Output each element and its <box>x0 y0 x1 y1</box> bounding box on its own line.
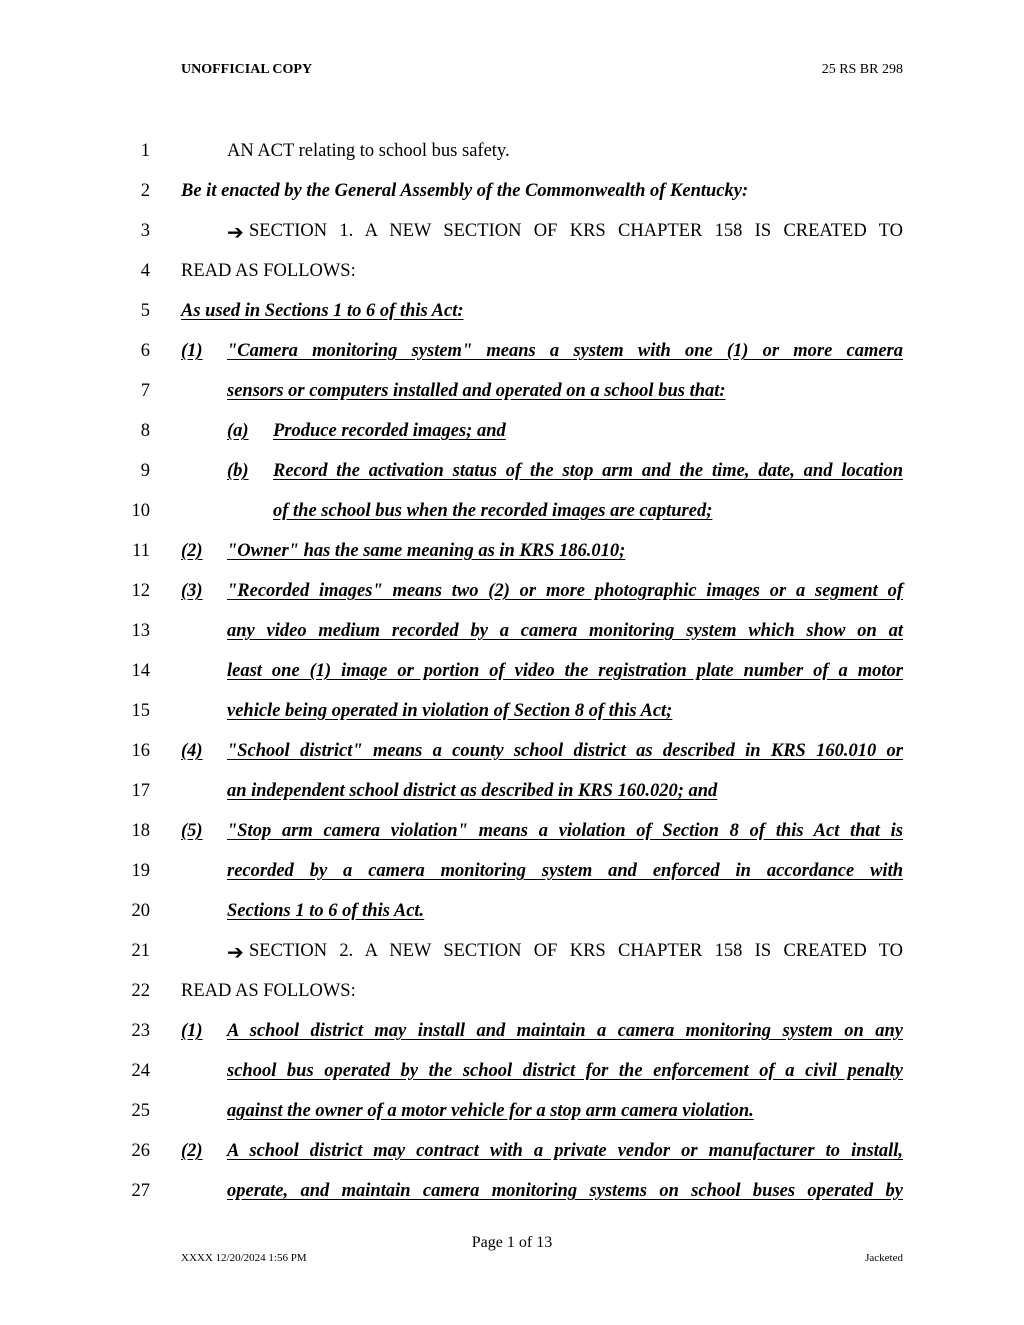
header-left: UNOFFICIAL COPY <box>181 62 313 77</box>
document-line <box>0 141 1024 171</box>
document-line <box>0 461 1024 491</box>
section-heading-cont: READ AS FOLLOWS: <box>181 261 356 281</box>
line-number: 27 <box>131 1181 150 1201</box>
line-number: 19 <box>131 861 150 881</box>
line-number: 5 <box>140 301 150 321</box>
line-number: 20 <box>131 901 150 921</box>
document-line <box>0 1141 1024 1171</box>
new-text: an independent school district as described in KRS 160.020; and <box>227 781 718 801</box>
document-line <box>0 821 1024 851</box>
document-line <box>0 701 1024 731</box>
arrow-right-icon: ➔ <box>227 942 244 964</box>
new-text: "Owner" has the same meaning as in KRS 186.010; <box>227 541 626 561</box>
line-number: 14 <box>131 661 150 681</box>
subsection-marker: (1) <box>181 1021 203 1041</box>
document-line <box>0 901 1024 931</box>
new-text: "Stop arm camera violation" means a violation of Section 8 of this Act that is <box>227 821 903 841</box>
new-text: vehicle being operated in violation of Section 8 of this Act; <box>227 701 673 721</box>
document-line <box>0 1181 1024 1211</box>
document-line <box>0 221 1024 251</box>
line-number: 6 <box>140 341 150 361</box>
new-text: school bus operated by the school district for the enforcement of a civil penalty <box>227 1061 903 1081</box>
new-text: Record the activation status of the stop arm and the time, date, and location <box>273 461 903 481</box>
line-number: 2 <box>140 181 150 201</box>
document-line <box>0 1061 1024 1091</box>
paragraph-marker: (a) <box>227 421 249 441</box>
section-heading: SECTION 1. A NEW SECTION OF KRS CHAPTER 158 IS CREATED TO <box>249 221 903 241</box>
document-line <box>0 621 1024 651</box>
document-line <box>0 661 1024 691</box>
line-number: 25 <box>131 1101 150 1121</box>
subsection-marker: (2) <box>181 541 203 561</box>
page-number: Page 1 of 13 <box>471 1234 553 1251</box>
line-number: 7 <box>140 381 150 401</box>
header-right: 25 RS BR 298 <box>821 62 903 77</box>
line-number: 18 <box>131 821 150 841</box>
line-number: 24 <box>131 1061 150 1081</box>
document-line <box>0 741 1024 771</box>
document-line <box>0 1021 1024 1051</box>
new-text: A school district may contract with a private vendor or manufacturer to install, <box>227 1141 903 1161</box>
line-number: 26 <box>131 1141 150 1161</box>
section-heading-cont: READ AS FOLLOWS: <box>181 981 356 1001</box>
line-number: 8 <box>140 421 150 441</box>
arrow-right-icon: ➔ <box>227 222 244 244</box>
document-line <box>0 301 1024 331</box>
document-line <box>0 981 1024 1011</box>
new-text: against the owner of a motor vehicle for a stop arm camera violation. <box>227 1101 754 1121</box>
line-number: 11 <box>132 541 150 561</box>
new-text: A school district may install and maintain a camera monitoring system on any <box>227 1021 903 1041</box>
section-heading: SECTION 2. A NEW SECTION OF KRS CHAPTER 158 IS CREATED TO <box>249 941 903 961</box>
subsection-marker: (5) <box>181 821 203 841</box>
new-text: Sections 1 to 6 of this Act. <box>227 901 425 921</box>
line-number: 13 <box>131 621 150 641</box>
document-line <box>0 781 1024 811</box>
line-number: 16 <box>131 741 150 761</box>
footer-right: Jacketed <box>865 1252 903 1264</box>
act-title: AN ACT relating to school bus safety. <box>227 141 510 161</box>
document-line <box>0 181 1024 211</box>
document-line <box>0 1101 1024 1131</box>
footer-left: XXXX 12/20/2024 1:56 PM <box>181 1252 307 1264</box>
line-number: 10 <box>131 501 150 521</box>
document-line <box>0 381 1024 411</box>
new-text: recorded by a camera monitoring system and enforced in accordance with <box>227 861 903 881</box>
subsection-marker: (2) <box>181 1141 203 1161</box>
line-number: 21 <box>131 941 150 961</box>
paragraph-marker: (b) <box>227 461 249 481</box>
line-number: 15 <box>131 701 150 721</box>
subsection-marker: (1) <box>181 341 203 361</box>
new-text: operate, and maintain camera monitoring systems on school buses operated by <box>227 1181 903 1201</box>
new-text: "Recorded images" means two (2) or more photographic images or a segment of <box>227 581 903 601</box>
enacting-clause: Be it enacted by the General Assembly of the Commonwealth of Kentucky: <box>181 181 749 201</box>
document-line <box>0 541 1024 571</box>
line-number: 1 <box>140 141 150 161</box>
line-number: 23 <box>131 1021 150 1041</box>
document-line <box>0 941 1024 971</box>
subsection-marker: (3) <box>181 581 203 601</box>
line-number: 3 <box>140 221 150 241</box>
document-line <box>0 421 1024 451</box>
new-text: "School district" means a county school district as described in KRS 160.010 or <box>227 741 903 761</box>
line-number: 4 <box>140 261 150 281</box>
new-text: sensors or computers installed and operated on a school bus that: <box>227 381 726 401</box>
document-line <box>0 261 1024 291</box>
new-text: As used in Sections 1 to 6 of this Act: <box>181 301 464 321</box>
document-line <box>0 501 1024 531</box>
new-text: least one (1) image or portion of video the registration plate number of a motor <box>227 661 903 681</box>
document-line <box>0 581 1024 611</box>
line-number: 9 <box>140 461 150 481</box>
document-line <box>0 341 1024 371</box>
document-line <box>0 861 1024 891</box>
line-number: 12 <box>131 581 150 601</box>
line-number: 22 <box>131 981 150 1001</box>
new-text: any video medium recorded by a camera monitoring system which show on at <box>227 621 903 641</box>
new-text: Produce recorded images; and <box>273 421 506 441</box>
new-text: "Camera monitoring system" means a system with one (1) or more camera <box>227 341 903 361</box>
new-text: of the school bus when the recorded images are captured; <box>273 501 713 521</box>
line-number: 17 <box>131 781 150 801</box>
subsection-marker: (4) <box>181 741 203 761</box>
